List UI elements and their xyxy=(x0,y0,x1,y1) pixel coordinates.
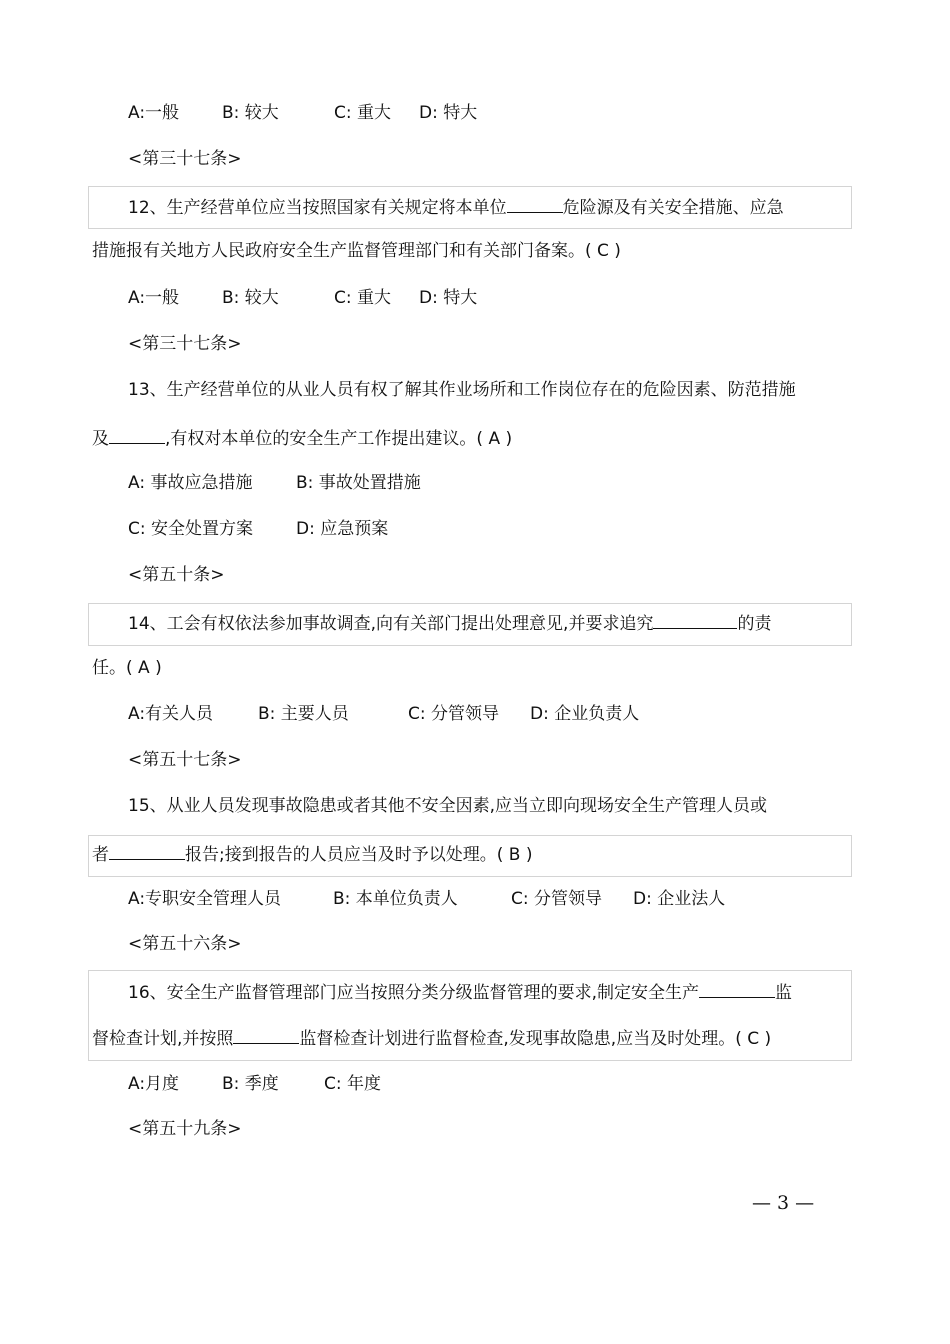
option-a: A:专职安全管理人员 xyxy=(128,889,282,909)
option-c: C: 重大 xyxy=(334,103,392,123)
article-reference: <第五十七条> xyxy=(128,750,242,770)
option-b: B: 季度 xyxy=(222,1074,279,1094)
options-row xyxy=(128,286,477,310)
answer-blank xyxy=(699,979,775,998)
question-16-line-1 xyxy=(128,979,792,1005)
question-13-text-a: 及 xyxy=(92,429,109,449)
option-b: B: 主要人员 xyxy=(258,704,349,724)
option-d: D: 应急预案 xyxy=(296,519,389,539)
question-15-line-2 xyxy=(92,841,532,867)
article-reference: <第五十九条> xyxy=(128,1119,242,1139)
question-16-text-a: 16、安全生产监督管理部门应当按照分类分级监督管理的要求,制定安全生产 xyxy=(128,983,700,1003)
question-14-text-a: 14、工会有权依法参加事故调查,向有关部门提出处理意见,并要求追究 xyxy=(128,614,654,634)
option-b: B: 较大 xyxy=(222,103,279,123)
question-13-line-1: 13、生产经营单位的从业人员有权了解其作业场所和工作岗位存在的危险因素、防范措施 xyxy=(128,380,796,400)
question-12-text-b: 危险源及有关安全措施、应急 xyxy=(562,198,784,218)
option-a: A:有关人员 xyxy=(128,704,214,724)
option-d: D: 企业负责人 xyxy=(530,704,640,724)
question-16-text-b: 监 xyxy=(775,983,793,1003)
answer-blank xyxy=(233,1025,299,1044)
option-a: A:一般 xyxy=(128,103,180,123)
question-15-line-1: 15、从业人员发现事故隐患或者其他不安全因素,应当立即向现场安全生产管理人员或 xyxy=(128,796,768,816)
answer-blank xyxy=(109,841,185,860)
options-row xyxy=(128,471,421,495)
question-16-text-b: 监督检查计划进行监督检查,发现事故隐患,应当及时处理。( C ) xyxy=(299,1029,772,1049)
option-d: D: 特大 xyxy=(419,103,478,123)
question-16-line-2 xyxy=(92,1025,771,1051)
article-reference: <第三十七条> xyxy=(128,334,242,354)
option-b: B: 事故处置措施 xyxy=(296,473,421,493)
question-16-text-a: 督检查计划,并按照 xyxy=(92,1029,234,1049)
option-a: A:月度 xyxy=(128,1074,180,1094)
options-row xyxy=(128,702,639,726)
question-12-line-1 xyxy=(128,194,784,220)
option-a: A:一般 xyxy=(128,288,180,308)
question-14-text-b: 的责 xyxy=(737,614,772,634)
option-c: C: 分管领导 xyxy=(511,889,603,909)
question-15-text-b: 报告;接到报告的人员应当及时予以处理。( B ) xyxy=(185,845,533,865)
option-c: C: 分管领导 xyxy=(408,704,500,724)
option-c: C: 安全处置方案 xyxy=(128,519,254,539)
question-14-line-1 xyxy=(128,610,771,636)
option-a: A: 事故应急措施 xyxy=(128,473,253,493)
article-reference: <第五十条> xyxy=(128,565,225,585)
question-12-line-2: 措施报有关地方人民政府安全生产监督管理部门和有关部门备案。( C ) xyxy=(92,241,621,261)
option-b: B: 本单位负责人 xyxy=(333,889,458,909)
answer-blank xyxy=(507,194,563,213)
question-13-line-2 xyxy=(92,425,512,451)
question-14-line-2: 任。( A ) xyxy=(92,658,162,678)
question-15-text-a: 者 xyxy=(92,845,109,865)
option-b: B: 较大 xyxy=(222,288,279,308)
options-row xyxy=(128,1072,381,1096)
options-row xyxy=(128,887,725,911)
options-row xyxy=(128,517,388,541)
option-c: C: 重大 xyxy=(334,288,392,308)
option-d: D: 特大 xyxy=(419,288,478,308)
options-row xyxy=(128,101,477,125)
answer-blank xyxy=(653,610,737,629)
answer-blank xyxy=(109,425,165,444)
question-13-text-b: ,有权对本单位的安全生产工作提出建议。( A ) xyxy=(165,429,513,449)
question-12-text-a: 12、生产经营单位应当按照国家有关规定将本单位 xyxy=(128,198,507,218)
article-reference: <第三十七条> xyxy=(128,149,242,169)
option-d: D: 企业法人 xyxy=(633,889,726,909)
page-number: — 3 — xyxy=(752,1192,815,1214)
article-reference: <第五十六条> xyxy=(128,934,242,954)
option-c: C: 年度 xyxy=(324,1074,382,1094)
